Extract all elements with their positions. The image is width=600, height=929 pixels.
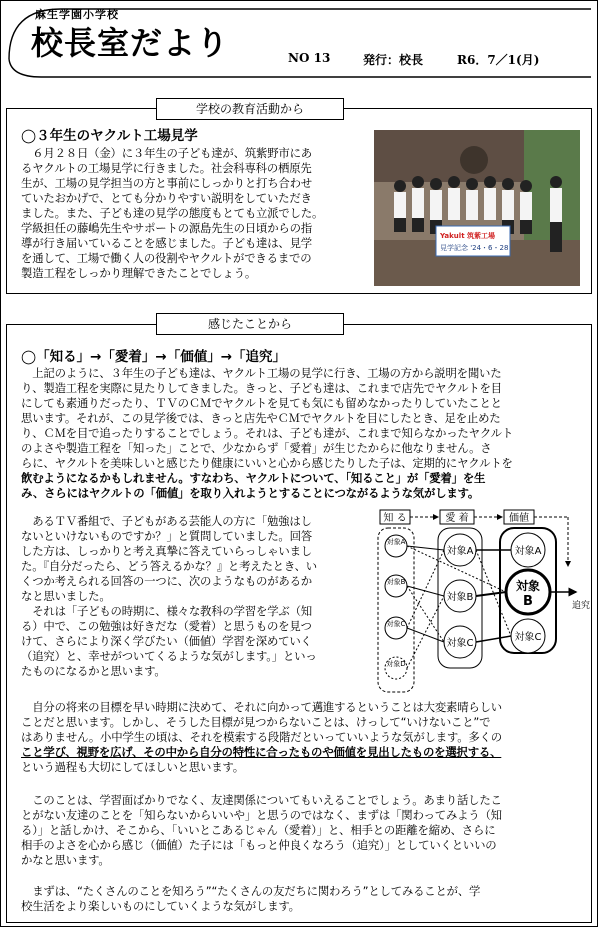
text-line: ことだと思います。しかし、そうした目標が見つからないことは、けっして“いけないこと”で — [21, 715, 491, 729]
text-line: らに、ヤクルトを美味しいと感じたり健康にいいと心から感じたりした子は、定期的にヤクルトを — [21, 456, 513, 470]
know-object-a-label: 対象A — [386, 538, 406, 546]
value-object-b-label: 対象 — [515, 579, 541, 593]
text-line: ていたおかげで、とても分かりやすい説明をしていただき — [21, 191, 312, 205]
text-line: とがない友達のことを「知らないからいいや」と思うのではなく、まずは「関わってみよう（知 — [21, 808, 502, 822]
know-attach-value-diagram — [376, 508, 594, 695]
know-object-b-label: 対象B — [386, 578, 406, 586]
photo-sign-line1: Yakult 筑紫工場 — [440, 232, 495, 240]
text-line: それは「子どもの時期に、様々な教科の学習を学ぶ（知 — [21, 604, 312, 618]
text-line: る）」と話しかけ、そこから、「いいとこあるじゃん（愛着）」と、相手との距離を縮め、さらに — [21, 823, 496, 837]
text-line: たものになるかと思います。 — [21, 664, 166, 678]
section1-body — [21, 146, 373, 281]
section1-heading: 学校の教育活動から — [156, 98, 344, 120]
paragraph-4 — [21, 793, 593, 868]
text-line: くつか考えられる回答の一つに、次のようなものがあるか — [21, 574, 312, 588]
text-line: のよさや製造工程を「知った」ことで、少なからず「愛着」が生じたからに他なりません。さ — [21, 441, 492, 455]
know-object-c-label: 対象C — [386, 620, 406, 628]
text-line: を通して、工場で働く人の役割やヤクルトができるまでの — [21, 251, 312, 265]
school-name: 麻生学園小学校 — [35, 8, 119, 21]
text-line: 上記のように、３年生の子ども達は、ヤクルト工場の見学に行き、工場の方から説明を聞いた — [21, 366, 502, 380]
value-object-c-label: 対象C — [514, 632, 542, 643]
text-line: 自分の将来の目標を早い時期に決めて、それに向かって邁進するということは大変素晴らしい — [21, 700, 502, 714]
issuer: 発行：校長 — [363, 53, 424, 67]
text-line: はありません。小中学生の頃は、それを模索する段階だといっていいような気がします。多くの — [21, 730, 502, 744]
factory-visit-photo — [374, 130, 580, 286]
text-line: こと学び、視野を広げ、その中から自分の特性に合ったものや価値を見出したものを選択する、 — [21, 745, 502, 759]
text-line: 学級担任の藤嶋先生やサポートの源島先生の日頃からの指 — [21, 221, 312, 235]
text-line: （追究）と、幸せがついてくるような気がします。」といっ — [21, 649, 317, 663]
section1-subtitle: ◯３年生のヤクルト工場見学 — [21, 128, 198, 144]
text-line: 導が行き届いていることを感じました。子ども達は、見学 — [21, 236, 312, 250]
col-attach-label: 愛 着 — [445, 513, 469, 524]
section2-heading: 感じたことから — [156, 313, 344, 335]
text-line: 校生活をより楽しいものにしていくような気がします。 — [21, 899, 300, 913]
paragraph-5 — [21, 884, 593, 914]
text-line: 飲むようになるかもしれません。すなわち、ヤクルトについて、「知ること」が「愛着」を生 — [21, 471, 486, 485]
attach-object-a-label: 対象A — [446, 546, 474, 557]
value-object-b-letter: B — [523, 594, 533, 609]
paragraph-2 — [21, 514, 377, 679]
text-line: した方は、しっかりと考え真摯に答えていらっしゃいまし — [21, 544, 312, 558]
value-object-a-label: 対象A — [514, 546, 542, 557]
paragraph-1 — [21, 366, 593, 501]
section2-subtitle: ◯「知る」→「愛着」→「価値」→「追究」 — [21, 349, 287, 365]
issue-number: NO 13 — [288, 51, 331, 65]
col-value-label: 価値 — [509, 513, 529, 524]
text-line: にしても素通りだったり、ＴＶのＣＭでヤクルトを見ても気にも留めなかったりしていたことと — [21, 396, 502, 410]
know-object-d-label: 対象D — [386, 660, 406, 668]
pursuit-label: 追究 — [572, 601, 591, 611]
text-line: 相手のよさを心から感じ（価値）た子には「もっと仲良くなろう（追究）」としていくといいの — [21, 838, 497, 852]
text-line: み、さらにはヤクルトの「価値」を取り入れようとすることにつながるような気がします。 — [21, 486, 480, 500]
issue-date: R6．7／1(月) — [457, 53, 540, 67]
text-line: るヤクルトの工場見学に行きました。社会科専科の栖原先 — [21, 161, 312, 175]
text-line: あるＴＶ番組で、子どもがある芸能人の方に「勉強はし — [21, 514, 312, 528]
text-line: り、ＣＭを目で追ったりすることでしょう。それは、子ども達が、これまで知らなかったヤクルト — [21, 426, 514, 440]
newsletter-title: 校長室だより — [31, 24, 230, 62]
text-line: 思います。それが、この見学後では、きっと店先やＣＭでヤクルトを目にしたとき、足を止めた — [21, 411, 501, 425]
text-line: このことは、学習面ばかりでなく、友達関係についてもいえることでしょう。あまり話したこ — [21, 793, 502, 807]
text-line: ないといけないものですか？」と質問していました。回答 — [21, 529, 312, 543]
text-line: という過程も大切にしてほしいと思います。 — [21, 760, 244, 774]
text-line: かなと思います。 — [21, 853, 110, 867]
text-line: る）中で、この勉強は好きだな（愛着）と思うものを見つ — [21, 619, 312, 633]
text-line: けて、さらにより深く学びたい（価値）学習を深めていく — [21, 634, 312, 648]
text-line: まずは、“たくさんのことを知ろう”“たくさんの友だちに関わろう”としてみることが、学 — [21, 884, 481, 898]
text-line: 製造工程をしっかり理解できたことでしょう。 — [21, 266, 257, 280]
text-line: ６月２８日（金）に３年生の子ども達が、筑紫野市にあ — [21, 146, 312, 160]
text-line: ました。また、子ども達の見学の態度もとても立派でした。 — [21, 206, 324, 220]
text-line: なと思いました。 — [21, 589, 111, 603]
text-line: た。『自分だったら、どう答えるかな？』と考えたとき、い — [21, 559, 317, 573]
paragraph-3 — [21, 700, 593, 775]
text-line: 生が、工場の見学担当の方と事前にしっかりと打ち合わせ — [21, 176, 312, 190]
attach-object-c-label: 対象C — [446, 638, 474, 649]
text-line: り、製造工程を実際に見たりしてきました。きっと、子ども達は、これまで店先でヤクルトを目 — [21, 381, 502, 395]
photo-sign-line2: 見学記念 '24・6・28 — [440, 244, 509, 252]
attach-object-b-label: 対象B — [446, 592, 474, 603]
col-know-label: 知 る — [383, 513, 407, 524]
